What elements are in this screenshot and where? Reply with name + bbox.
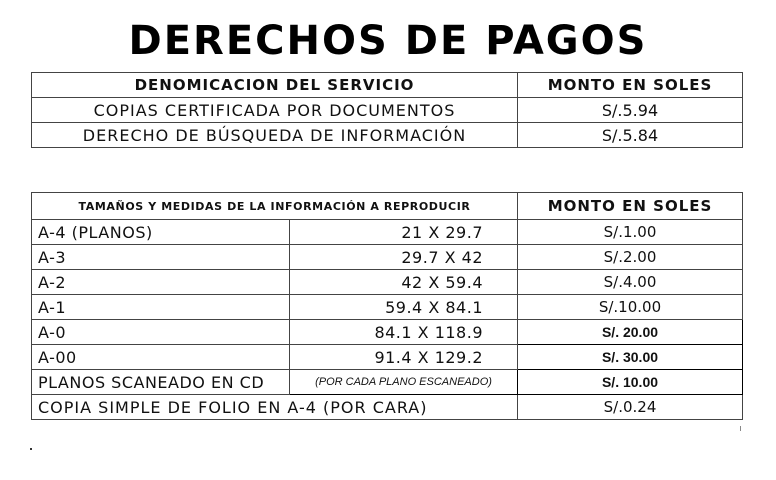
service-name: DERECHO DE BÚSQUEDA DE INFORMACIÓN [32,123,518,148]
size-amount: S/. 30.00 [518,345,743,370]
size-amount: S/.1.00 [518,220,743,245]
size-name: A-4 (PLANOS) [32,220,290,245]
service-amount: S/.5.84 [518,123,743,148]
stray-dot [30,448,32,450]
service-name: COPIAS CERTIFICADA POR DOCUMENTOS [32,98,518,123]
size-dimensions: 42 X 59.4 [290,270,518,295]
size-name: A-3 [32,245,290,270]
table-row [32,270,743,295]
size-dimensions: 59.4 X 84.1 [290,295,518,320]
column-header-servicio: DENOMICACION DEL SERVICIO [32,73,518,98]
table-row [32,295,743,320]
table-row [32,245,743,270]
size-name: A-1 [32,295,290,320]
size-amount: S/.2.00 [518,245,743,270]
size-dimensions: 91.4 X 129.2 [290,345,518,370]
services-table [31,72,743,148]
column-header-tamano: TAMAÑOS Y MEDIDAS DE LA INFORMACIÓN A REPRODUCIR [32,193,518,220]
sizes-table [31,192,743,420]
size-dimensions: 84.1 X 118.9 [290,320,518,345]
table-header-row [32,193,743,220]
size-name: A-00 [32,345,290,370]
size-amount: S/. 10.00 [518,370,743,395]
size-name: A-2 [32,270,290,295]
table-row [32,320,743,345]
size-amount: S/.10.00 [518,295,743,320]
size-dimensions: 29.7 X 42 [290,245,518,270]
size-note: (POR CADA PLANO ESCANEADO) [290,370,518,395]
table-row [32,395,743,420]
service-amount: S/.5.94 [518,98,743,123]
size-dimensions: 21 X 29.7 [290,220,518,245]
size-name: A-0 [32,320,290,345]
table-row [32,220,743,245]
column-header-monto: MONTO EN SOLES [518,73,743,98]
size-amount: S/.0.24 [518,395,743,420]
stray-mark [740,426,744,431]
column-header-monto: MONTO EN SOLES [518,193,743,220]
table-row [32,123,743,148]
page-title: DERECHOS DE PAGOS [128,18,648,64]
size-amount: S/.4.00 [518,270,743,295]
size-name: COPIA SIMPLE DE FOLIO EN A-4 (POR CARA) [32,395,518,420]
table-row [32,98,743,123]
table-row [32,345,743,370]
size-amount: S/. 20.00 [518,320,743,345]
table-header-row [32,73,743,98]
table-row [32,370,743,395]
size-name: PLANOS SCANEADO EN CD [32,370,290,395]
